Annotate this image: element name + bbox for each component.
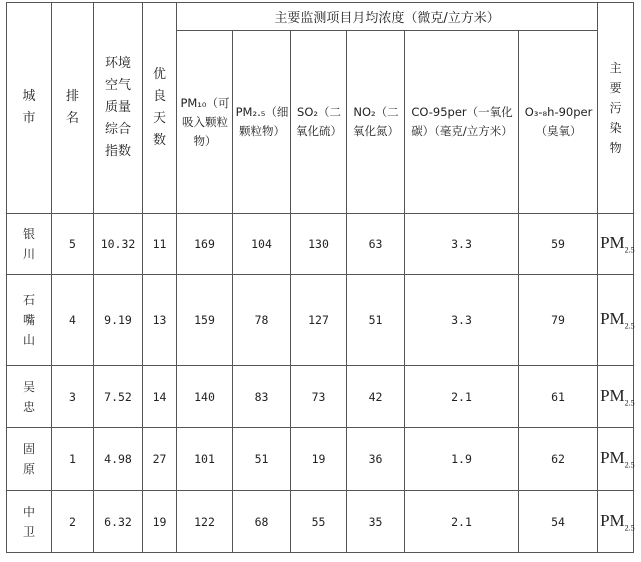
co-cell: 2.1 [405,491,519,553]
co-cell: 1.9 [405,428,519,491]
city-name: 吴忠 [22,379,35,414]
primary-pollutant-label: $PM_{2.5}$ [600,309,635,331]
o3-cell: 61 [519,366,598,428]
city-cell [7,275,52,366]
aqi-cell: 6.32 [94,491,143,553]
header-aqi-label: 环境空气质量综合指数 [104,56,131,159]
city-cell [7,491,52,553]
good-days-cell: 11 [143,214,177,275]
primary-pollutant-label: $PM_{2.5}$ [600,233,635,255]
no2-cell: 36 [347,428,405,491]
no2-cell: 35 [347,491,405,553]
header-primary-pollutant-label: 主要污染物 [609,61,622,155]
header-pm25: PM₂.₅（细颗粒物） [233,31,291,214]
o3-cell: 62 [519,428,598,491]
so2-cell: 130 [291,214,347,275]
aqi-cell: 9.19 [94,275,143,366]
pm25-cell: 104 [233,214,291,275]
so2-cell: 19 [291,428,347,491]
so2-cell: 127 [291,275,347,366]
header-rank [52,3,94,214]
primary-pollutant-label: $PM_{2.5}$ [600,510,635,533]
primary-pollutant-cell [598,428,634,491]
header-co: CO-95per（一氧化碳）（毫克/立方米） [405,31,519,214]
header-primary-pollutant [598,3,634,214]
co-cell: 3.3 [405,214,519,275]
header-rank-label: 排名 [65,89,79,126]
o3-cell: 79 [519,275,598,366]
pm25-cell: 68 [233,491,291,553]
city-cell [7,366,52,428]
primary-pollutant-cell [598,214,634,275]
good-days-cell: 19 [143,491,177,553]
city-name: 固原 [22,442,35,476]
rank-cell: 4 [52,275,94,366]
no2-cell: 42 [347,366,405,428]
primary-pollutant-cell [598,275,634,366]
rank-cell: 1 [52,428,94,491]
pm10-cell: 140 [177,366,233,428]
air-quality-table-page [6,2,633,553]
header-good-days [143,3,177,214]
header-city-label: 城市 [22,89,36,126]
city-name: 石嘴山 [22,293,35,347]
primary-pollutant-cell [598,491,634,553]
pm25-cell: 78 [233,275,291,366]
city-name: 银川 [22,227,35,261]
rank-cell: 2 [52,491,94,553]
city-name: 中卫 [22,504,35,539]
aqi-cell: 10.32 [94,214,143,275]
aqi-cell: 7.52 [94,366,143,428]
aqi-cell: 4.98 [94,428,143,491]
no2-cell: 63 [347,214,405,275]
pm10-cell: 101 [177,428,233,491]
header-so2: SO₂（二氧化硫） [291,31,347,214]
city-cell [7,214,52,275]
pm25-cell: 51 [233,428,291,491]
so2-cell: 55 [291,491,347,553]
pm10-cell: 169 [177,214,233,275]
co-cell: 3.3 [405,275,519,366]
table-row [7,491,634,553]
o3-cell: 59 [519,214,598,275]
header-good-days-label: 优良天数 [152,67,166,148]
table-row [7,275,634,366]
header-no2: NO₂（二氧化氮） [347,31,405,214]
pm25-cell: 83 [233,366,291,428]
o3-cell: 54 [519,491,598,553]
header-row-top [7,3,634,31]
co-cell: 2.1 [405,366,519,428]
no2-cell: 51 [347,275,405,366]
rank-cell: 3 [52,366,94,428]
good-days-cell: 14 [143,366,177,428]
good-days-cell: 27 [143,428,177,491]
so2-cell: 73 [291,366,347,428]
primary-pollutant-cell [598,366,634,428]
header-pm10: PM₁₀（可吸入颗粒物） [177,31,233,214]
header-city [7,3,52,214]
header-o3: O₃-₈h-90per（臭氧） [519,31,598,214]
pm10-cell: 159 [177,275,233,366]
primary-pollutant-label: $PM_{2.5}$ [600,385,635,408]
header-aqi [94,3,143,214]
air-quality-table [6,2,634,553]
table-row [7,214,634,275]
rank-cell: 5 [52,214,94,275]
header-group-title: 主要监测项目月均浓度（微克/立方米） [177,3,598,31]
pm10-cell: 122 [177,491,233,553]
city-cell [7,428,52,491]
table-row [7,428,634,491]
primary-pollutant-label: $PM_{2.5}$ [600,448,635,470]
good-days-cell: 13 [143,275,177,366]
table-row [7,366,634,428]
